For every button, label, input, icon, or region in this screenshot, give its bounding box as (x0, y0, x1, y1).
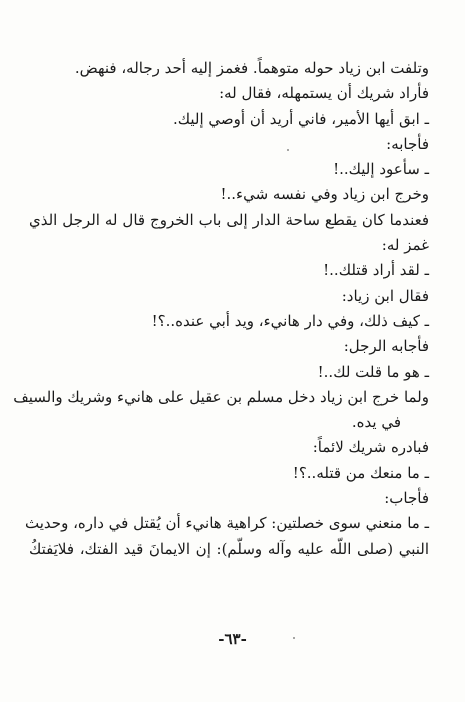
text-line: فقال ابن زياد: (341, 286, 429, 305)
text-line: وخرج ابن زياد وفي نفسه شيء..! (220, 185, 429, 204)
page-text (13, 56, 429, 562)
scan-speck (287, 149, 289, 151)
text-line: النبي (صلى اللّه عليه وآله وسلّم): إن الايمانَ قيد الفتك، فلايَفتكُ (29, 539, 429, 558)
scan-speck (293, 637, 295, 639)
text-line: ـ ابق أيها الأمير، فاني أريد أن أوصي إليك. (172, 109, 429, 128)
text-line: فأجابه: (386, 134, 429, 153)
text-line: ـ ما منعك من قتله..؟! (292, 463, 429, 482)
text-line: ـ كيف ذلك، وفي دار هانيء، ويد أبي عنده..؟! (151, 311, 429, 330)
text-line: ـ هو ما قلت لك..! (317, 362, 429, 381)
text-line: غمز له: (381, 236, 429, 255)
text-line: ـ سأعود إليك..! (333, 160, 429, 179)
page-number: -٦٣- (218, 630, 247, 648)
text-line: وتلفت ابن زياد حوله متوهماً. فغمز إليه أحد رجاله، فنهض. (74, 59, 429, 77)
text-line: فأراد شريك أن يستمهله، فقال له: (219, 84, 429, 103)
text-line: فأجابه الرجل: (343, 337, 429, 356)
text-line: فعندما كان يقطع ساحة الدار إلى باب الخروج قال له الرجل الذي (29, 210, 429, 229)
text-line: فأجاب: (384, 489, 429, 508)
text-line: في يده. (351, 413, 401, 432)
text-line: ـ لقد أراد قتلك..! (323, 261, 429, 280)
text-line: ولما خرج ابن زياد دخل مسلم بن عقيل على هانيء وشريك والسيف (13, 387, 429, 406)
text-line: فبادره شريك لائماً: (312, 438, 429, 457)
text-line: ـ ما منعني سوى خصلتين: كراهية هانيء أن يُقتل في داره، وحديث (25, 514, 429, 533)
